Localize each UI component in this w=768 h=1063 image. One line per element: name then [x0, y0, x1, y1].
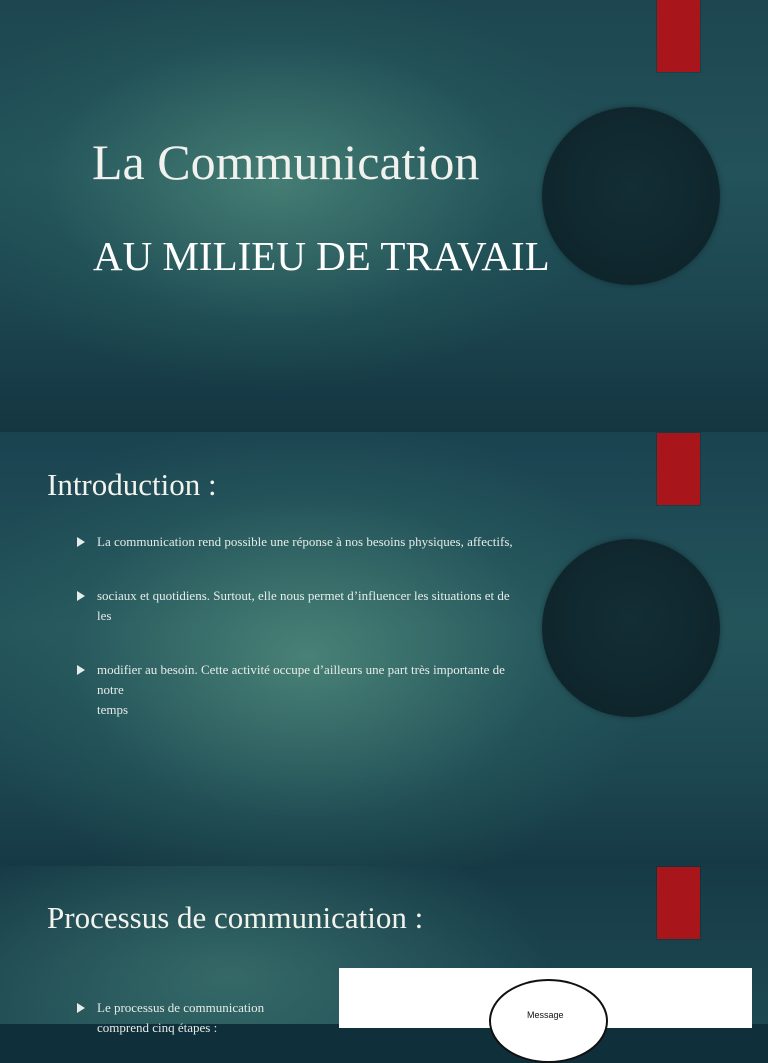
bullet-item — [77, 998, 317, 1038]
bullet-text: Le processus de communication — [97, 1000, 265, 1015]
bullet-triangle-icon — [77, 1003, 85, 1013]
accent-red-bar — [657, 867, 700, 939]
slide-heading: Introduction : — [47, 467, 217, 502]
decorative-circle — [542, 107, 720, 285]
slide-heading: Processus de communication : — [47, 900, 424, 935]
message-label: Message — [527, 1010, 564, 1020]
bullet-text: temps — [97, 702, 129, 717]
bullet-text: La communication rend possible une réponse à nos besoins physiques, affectifs, — [97, 534, 513, 549]
slide-title-text: La Communication — [92, 134, 480, 190]
bullet-triangle-icon — [77, 665, 85, 675]
slide-title — [0, 0, 768, 432]
accent-red-bar — [657, 0, 700, 72]
bullet-text: notre — [97, 682, 124, 697]
bullet-triangle-icon — [77, 591, 85, 601]
slide-introduction — [0, 432, 768, 866]
bullet-text: les — [97, 608, 112, 623]
bullet-item — [77, 660, 617, 720]
bullet-item — [77, 532, 617, 552]
bullet-text: modifier au besoin. Cette activité occupe d’ailleurs une part très importante de — [97, 662, 505, 677]
accent-red-bar — [657, 433, 700, 505]
slide-subtitle-text: AU MILIEU DE TRAVAIL — [93, 233, 550, 279]
bullet-triangle-icon — [77, 537, 85, 547]
bullet-item — [77, 586, 617, 626]
bullet-text: comprend cinq étapes : — [97, 1020, 218, 1035]
slide-processus — [0, 866, 768, 1035]
communication-diagram-image — [339, 968, 752, 1028]
message-oval — [489, 979, 608, 1063]
bullet-text: sociaux et quotidiens. Surtout, elle nous permet d’influencer les situations et de — [97, 588, 510, 603]
